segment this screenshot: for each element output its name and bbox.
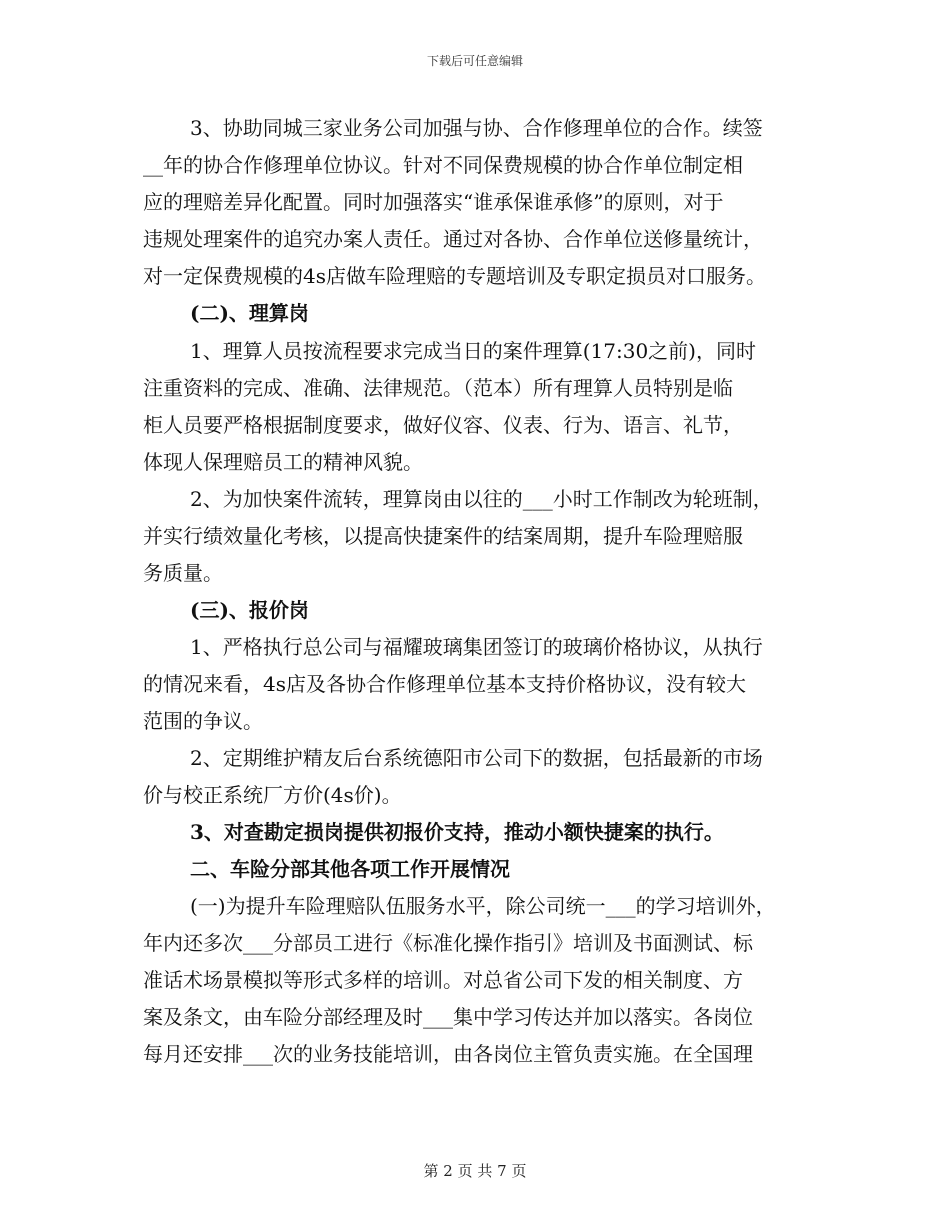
section-heading: (二)、理算岗 bbox=[190, 301, 309, 325]
section-heading: 二、车险分部其他各项工作开展情况 bbox=[190, 857, 510, 881]
paragraph-line: 注重资料的完成、准确、法律规范。（范本）所有理算人员特别是临 bbox=[143, 376, 733, 400]
paragraph-line: 务质量。 bbox=[143, 561, 223, 585]
paragraph-line: 每月还安排___次的业务技能培训，由各岗位主管负责实施。在全国理 bbox=[143, 1042, 753, 1066]
paragraph-line: 的情况来看，4s店及各协合作修理单位基本支持价格协议，没有较大 bbox=[143, 672, 746, 696]
paragraph-line: 柜人员要严格根据制度要求，做好仪容、仪表、行为、语言、礼节， bbox=[143, 413, 743, 437]
paragraph-line: 违规处理案件的追究办案人责任。通过对各协、合作单位送修量统计， bbox=[143, 227, 763, 251]
section-heading: (三)、报价岗 bbox=[190, 598, 309, 622]
paragraph-line: 1、严格执行总公司与福耀玻璃集团签订的玻璃价格协议，从执行 bbox=[190, 635, 763, 659]
paragraph-line: 准话术场景模拟等形式多样的培训。对总省公司下发的相关制度、方 bbox=[143, 968, 743, 992]
paragraph-line: 2、定期维护精友后台系统德阳市公司下的数据，包括最新的市场 bbox=[190, 746, 763, 770]
page-footer: 第 2 页 共 7 页 bbox=[423, 1162, 527, 1180]
page-header: 下载后可任意编辑 bbox=[426, 54, 523, 68]
paragraph-line: 年内还多次___分部员工进行《标准化操作指引》培训及书面测试、标 bbox=[143, 931, 753, 955]
paragraph-line: 1、理算人员按流程要求完成当日的案件理算(17:30之前)，同时 bbox=[190, 339, 756, 363]
paragraph-line: 案及条文，由车险分部经理及时___集中学习传达并加以落实。各岗位 bbox=[143, 1005, 753, 1029]
paragraph-line: 应的理赔差异化配置。同时加强落实“谁承保谁承修”的原则，对于 bbox=[143, 190, 724, 214]
paragraph-line: 价与校正系统厂方价(4s价)。 bbox=[143, 783, 402, 807]
paragraph-line: 3、协助同城三家业务公司加强与协、合作修理单位的合作。续签 bbox=[190, 116, 763, 140]
paragraph-line: __年的协合作修理单位协议。针对不同保费规模的协合作单位制定相 bbox=[143, 153, 743, 177]
paragraph-line: 对一定保费规模的4s店做车险理赔的专题培训及专职定损员对口服务。 bbox=[143, 264, 766, 288]
paragraph-line: 2、为加快案件流转，理算岗由以往的___小时工作制改为轮班制， bbox=[190, 487, 773, 511]
paragraph-line: (一)为提升车险理赔队伍服务水平，除公司统一___的学习培训外， bbox=[190, 894, 776, 918]
paragraph-line: 体现人保理赔员工的精神风貌。 bbox=[143, 450, 423, 474]
bold-item: 3、对查勘定损岗提供初报价支持，推动小额快捷案的执行。 bbox=[190, 820, 724, 844]
paragraph-line: 并实行绩效量化考核，以提高快捷案件的结案周期，提升车险理赔服 bbox=[143, 524, 743, 548]
paragraph-line: 范围的争议。 bbox=[143, 709, 263, 733]
